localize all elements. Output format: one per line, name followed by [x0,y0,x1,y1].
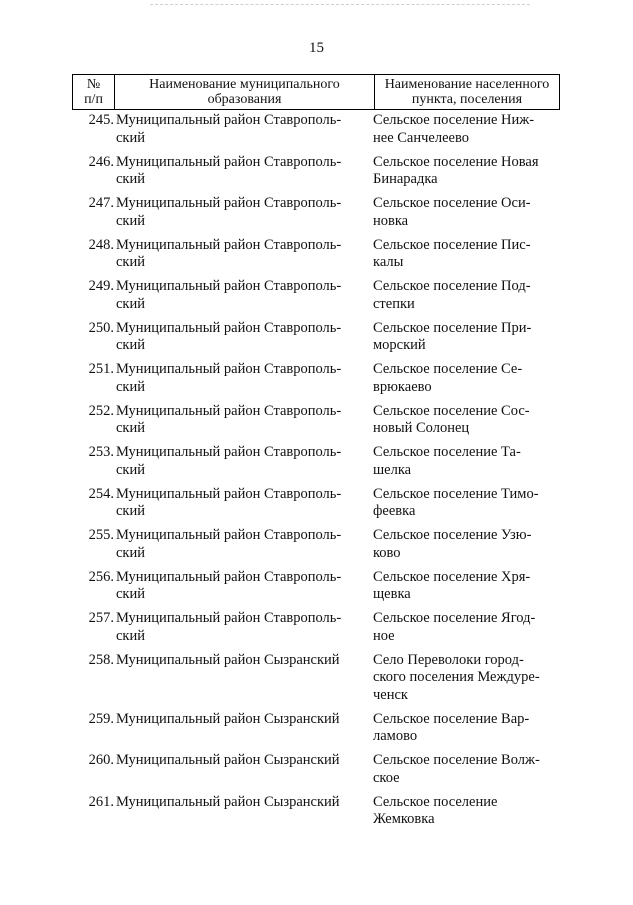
settlement-line: врюкаево [373,378,432,395]
settlement-line: Сельское поселение При- [373,319,532,336]
row-municipality [116,752,361,770]
settlement-line: Сельское поселение Узю- [373,527,532,543]
settlement-line: Сельское поселение Ягод- [373,610,536,626]
settlement-line: щевка [373,586,411,602]
settlement-line: феевка [373,503,416,519]
row-number: 258. [88,651,114,668]
row-municipality [116,195,361,230]
settlement-line: Сельское поселение Под- [373,278,531,294]
row-number: 256. [88,568,114,585]
header-municipality-line-1: Наименование муниципального [149,77,340,92]
row-settlement [373,112,556,147]
settlement-line: Сельское поселение Хря- [373,568,531,585]
municipality-line: ский [116,544,145,561]
settlement-line: шелка [373,461,412,478]
settlement-line: Сельское поселение Се- [373,361,523,377]
row-municipality [116,444,361,479]
row-municipality [116,320,361,355]
row-settlement [373,195,556,230]
row-municipality [116,112,361,147]
municipality-line: Муниципальный район Сызранский [116,710,340,727]
settlement-line: калы [373,254,404,270]
table-header [72,74,560,110]
row-settlement [373,320,556,355]
header-number-column [73,75,115,109]
row-municipality [116,278,361,313]
row-municipality [116,527,361,562]
header-municipality-line-2: образования [207,92,282,107]
municipality-line: Муниципальный район Ставрополь- [116,527,342,543]
settlement-line: Сельское поселение Ниж- [373,112,535,128]
municipality-line: Муниципальный район Ставрополь- [116,195,342,211]
row-settlement [373,711,556,746]
row-settlement [373,527,556,562]
row-settlement [373,278,556,313]
settlement-line: морский [373,337,426,353]
row-number: 251. [88,361,114,377]
municipality-line: Муниципальный район Ставрополь- [116,236,342,253]
settlement-line: новый Солонец [373,420,470,436]
municipality-line: ский [116,129,145,146]
row-municipality [116,569,361,604]
municipality-line: ский [116,461,145,478]
header-settlement-line-2: пункта, поселения [411,92,523,107]
municipality-line: Муниципальный район Ставрополь- [116,444,342,460]
settlement-line: Сельское поселение Пис- [373,236,531,253]
settlement-line: ское [373,769,400,786]
header-number-line-2: п/п [84,92,103,107]
settlement-line: ково [373,544,401,561]
page-number: 15 [309,40,324,56]
row-settlement [373,237,556,272]
municipality-line: ский [116,420,145,436]
row-municipality [116,403,361,438]
municipality-line: ский [116,171,145,187]
row-number: 253. [88,444,114,460]
header-settlement-line-1: Наименование населенного [384,77,550,92]
row-municipality [116,711,361,729]
scan-top-edge [150,4,530,5]
municipality-line: Муниципальный район Ставрополь- [116,485,342,502]
row-settlement [373,361,556,396]
municipality-line: ский [116,254,145,270]
municipality-line: Муниципальный район Ставрополь- [116,112,342,128]
row-municipality [116,486,361,521]
row-municipality [116,652,361,670]
row-number: 257. [88,610,114,626]
settlement-line: ное [373,627,395,644]
header-municipality-column [115,75,375,109]
row-settlement [373,403,556,438]
row-number: 260. [88,752,114,768]
municipality-line: Муниципальный район Ставрополь- [116,361,342,377]
municipality-line: Муниципальный район Сызранский [116,651,340,668]
settlement-line: Сельское поселение Сос- [373,402,530,419]
municipality-line: Муниципальный район Ставрополь- [116,568,342,585]
municipality-line: ский [116,337,145,353]
municipality-line: ский [116,586,145,602]
municipality-line: ский [116,627,145,644]
row-number: 255. [88,527,114,543]
municipality-line: Муниципальный район Ставрополь- [116,610,342,626]
header-number-line-1: № [86,77,101,92]
row-number: 246. [88,153,114,170]
municipality-line: Муниципальный район Ставрополь- [116,153,342,170]
row-number: 261. [88,793,114,810]
row-settlement [373,652,556,705]
settlement-line: ского поселения Междуре- [373,669,540,685]
municipality-line: ский [116,212,145,229]
row-number: 250. [88,319,114,336]
settlement-line: Бинарадка [373,171,438,187]
settlement-line: Жемковка [373,811,435,827]
settlement-line: Сельское поселение Тимо- [373,485,539,502]
row-number: 245. [88,112,114,128]
row-number: 254. [88,485,114,502]
settlement-line: Сельское поселение Новая [373,153,539,170]
row-settlement [373,794,556,829]
row-municipality [116,610,361,645]
row-settlement [373,610,556,645]
settlement-line: Сельское поселение [373,793,498,810]
municipality-line: ский [116,295,145,312]
settlement-line: Сельское поселение Волж- [373,752,540,768]
row-number: 252. [88,402,114,419]
municipality-line: Муниципальный район Ставрополь- [116,278,342,294]
settlement-line: степки [373,295,415,312]
row-settlement [373,154,556,189]
row-municipality [116,154,361,189]
settlement-line: новка [373,212,409,229]
row-number: 259. [88,710,114,727]
row-number: 247. [88,195,114,211]
settlement-line: Сельское поселение Та- [373,444,521,460]
row-municipality [116,237,361,272]
row-settlement [373,444,556,479]
settlement-line: нее Санчелеево [373,129,469,146]
row-settlement [373,486,556,521]
settlement-line: ламово [373,728,418,744]
row-settlement [373,752,556,787]
settlement-line: ченск [373,686,408,703]
municipality-line: ский [116,378,145,395]
settlement-line: Сельское поселение Вар- [373,710,530,727]
municipality-line: Муниципальный район Ставрополь- [116,319,342,336]
municipality-line: Муниципальный район Сызранский [116,793,340,810]
settlement-line: Сельское поселение Оси- [373,195,531,211]
header-settlement-column [375,75,559,109]
row-number: 249. [88,278,114,294]
municipality-line: ский [116,503,145,519]
row-number: 248. [88,236,114,253]
row-municipality [116,361,361,396]
municipality-line: Муниципальный район Сызранский [116,752,340,768]
row-settlement [373,569,556,604]
row-municipality [116,794,361,812]
municipality-line: Муниципальный район Ставрополь- [116,402,342,419]
settlement-line: Село Переволоки город- [373,651,524,668]
